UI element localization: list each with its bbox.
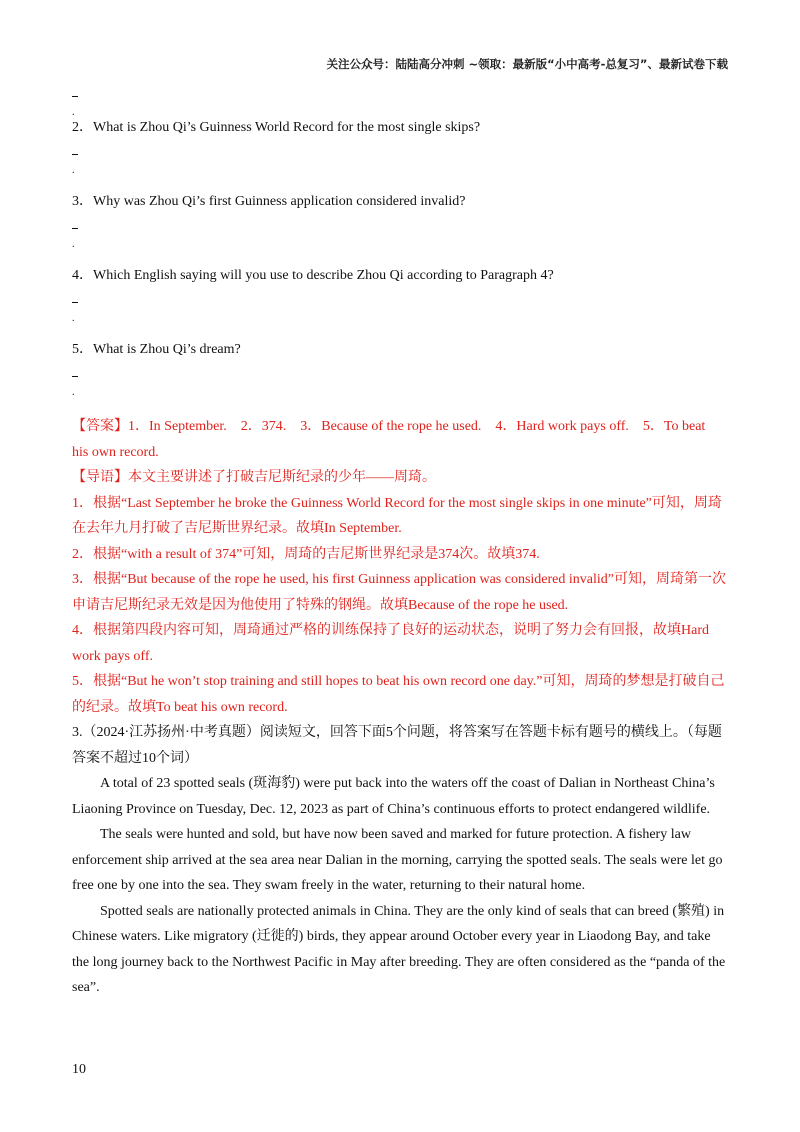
passage-paragraph: The seals were hunted and sold, but have now been saved and marked for future protection. A fishery law enforcement ship arrived at the sea area near Dalian in the morning, carrying the spotted seals. The seals were let go free one by one into the sea. They swam freely in the water, returning to their natural home. xyxy=(72,827,723,893)
answer-explanation: 4．根据第四段内容可知，周琦通过严格的训练保持了良好的运动状态，说明了努力会有回报，故填Hard work pays off. xyxy=(72,623,709,664)
answer-blank xyxy=(72,138,728,178)
answer-key-line: his own record. xyxy=(72,444,159,460)
passage-paragraph: A total of 23 spotted seals (斑海豹) were put back into the waters off the coast of Dalian in Northeast China’s Liaoning Province on Tuesday, Dec. 12, 2023 as part of China’s continuous efforts to protect endangered wildlife. xyxy=(72,776,715,817)
blank-dot: . xyxy=(72,165,75,176)
blank-dot: . xyxy=(72,313,75,324)
blank-dot: . xyxy=(72,107,75,118)
answer-blank xyxy=(72,96,728,118)
answer-guide: 【导语】本文主要讲述了打破吉尼斯纪录的少年——周琦。 xyxy=(72,470,436,485)
blank-line xyxy=(72,96,78,97)
section-3 xyxy=(72,720,728,1001)
answer-section xyxy=(72,414,728,720)
page-header: 关注公众号：陆陆高分冲刺 ~领取：最新版“小中高考-总复习”、最新试卷下载 xyxy=(326,57,728,71)
section-intro: 3.（2024·江苏扬州·中考真题）阅读短文，回答下面5个问题，将答案写在答题卡标有题号的横线上。（每题答案不超过10个词） xyxy=(72,725,722,766)
answer-blank xyxy=(72,286,728,326)
blank-line xyxy=(72,376,78,377)
blank-dot: . xyxy=(72,239,75,250)
answer-explanation: 1．根据“Last September he broke the Guinness World Record for the most single skips in one minute”可知，周琦在去年九月打破了吉尼斯世界纪录。故填In September. xyxy=(72,495,722,536)
blank-dot: . xyxy=(72,387,75,398)
blank-line xyxy=(72,154,78,155)
answer-key-line: 【答案】1．In September. 2．374. 3．Because of the rope he used. 4．Hard work pays off. 5．To beat xyxy=(72,419,706,434)
page-number: 10 xyxy=(72,1062,86,1077)
answer-explanation: 3．根据“But because of the rope he used, his first Guinness application was considered invalid”可知，周琦第一次申请吉尼斯纪录无效是因为他使用了特殊的钢绳。故填Because of the rope he used. xyxy=(72,572,726,613)
question-5: 5．What is Zhou Qi’s dream? xyxy=(72,342,241,357)
answer-explanation: 2．根据“with a result of 374”可知，周琦的吉尼斯世界纪录是374次。故填374. xyxy=(72,546,540,562)
passage-paragraph: Spotted seals are nationally protected animals in China. They are the only kind of seals that can breed (繁殖) in Chinese waters. Like migratory (迁徙的) birds, they appear around October every year in Liaodong Bay, and take the long journey back to the Northwest Pacific in May after breeding. They are often considered as the “panda of the sea”. xyxy=(72,903,726,995)
question-4: 4．Which English saying will you use to describe Zhou Qi according to Paragraph 4? xyxy=(72,268,554,283)
answer-blank xyxy=(72,360,728,400)
question-3: 3．Why was Zhou Qi’s first Guinness application considered invalid? xyxy=(72,194,466,209)
blank-line xyxy=(72,228,78,229)
answer-explanation: 5．根据“But he won’t stop training and still hopes to beat his own record one day.”可知，周琦的梦想是打破自己的纪录。故填To beat his own record. xyxy=(72,674,725,715)
question-2: 2．What is Zhou Qi’s Guinness World Record for the most single skips? xyxy=(72,120,481,135)
page-content xyxy=(72,96,728,1001)
answer-blank xyxy=(72,212,728,252)
blank-line xyxy=(72,302,78,303)
